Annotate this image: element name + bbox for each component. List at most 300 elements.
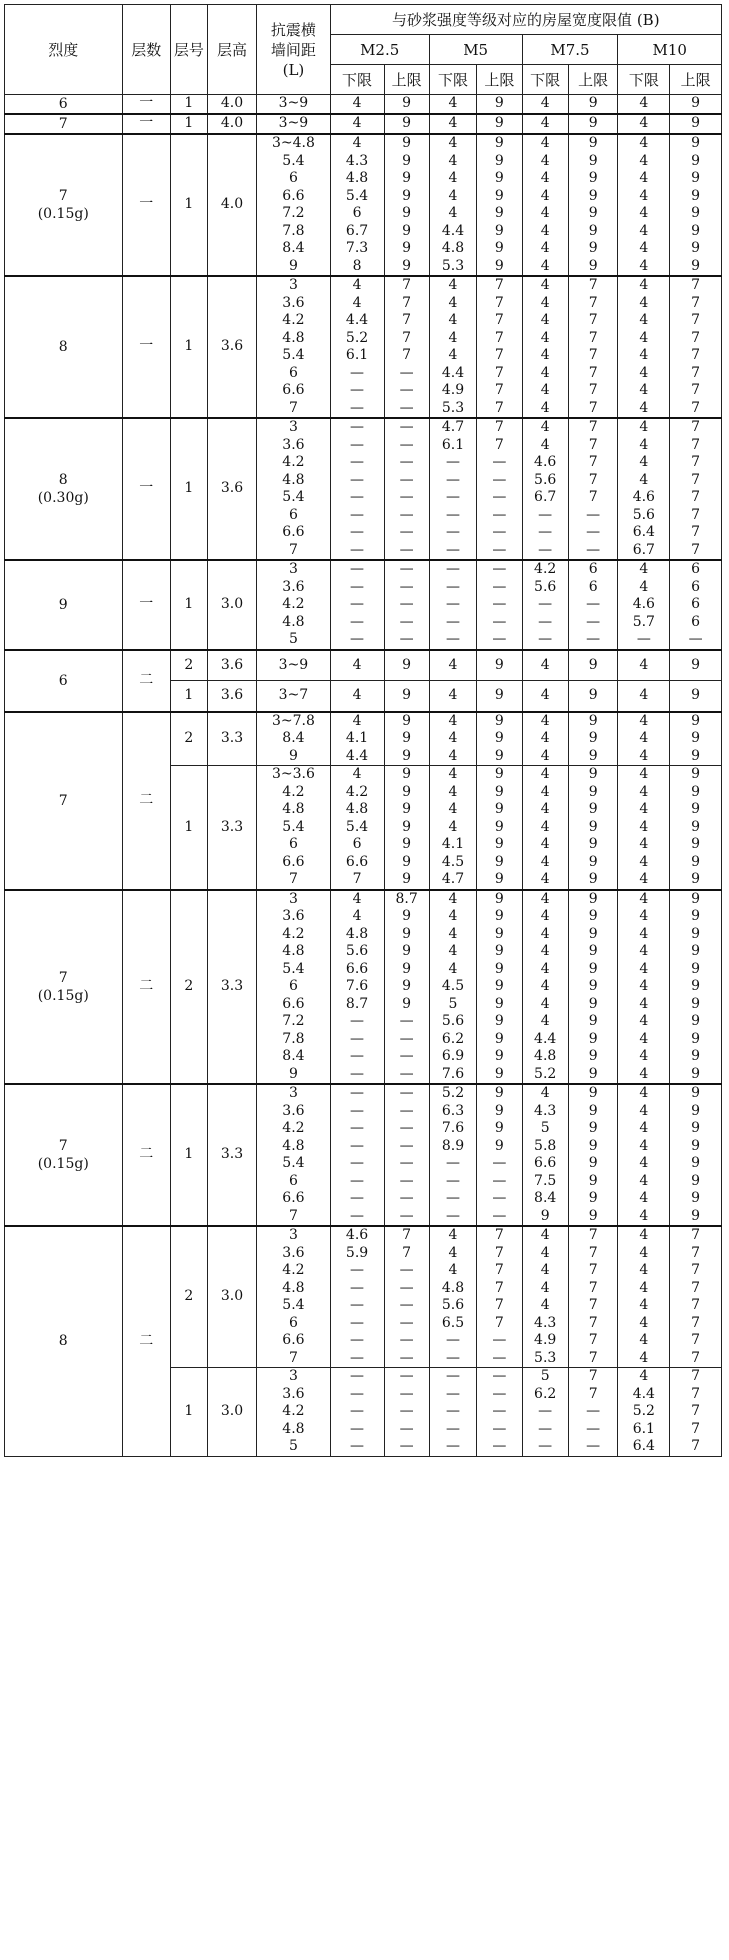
table-cell-value: 9 — [588, 766, 598, 782]
table-cell-value: 9 — [691, 115, 701, 132]
table-cell-value: — — [492, 471, 507, 488]
m2-5-upper-cell — [384, 712, 429, 766]
table-cell-value: 9 — [402, 115, 412, 132]
table-cell-value: 4 — [639, 312, 649, 328]
table-cell-value: — — [492, 1349, 507, 1366]
table-cell-value: 4 — [639, 1227, 649, 1243]
table-cell-value: 4 — [352, 95, 362, 112]
table-cell-value: — — [350, 1085, 365, 1101]
table-cell-value: 8.4 — [282, 1048, 305, 1064]
table-cell-value: 9 — [402, 960, 412, 977]
table-cell-value: 7 — [402, 294, 412, 311]
m5-lower-cell — [429, 1226, 476, 1368]
table-cell-value: 6 — [588, 561, 598, 577]
height-cell: 3.6 — [207, 418, 257, 560]
m2-5-lower-cell — [330, 114, 384, 134]
table-cell-value: — — [399, 1120, 414, 1136]
m2-5-lower-cell — [330, 766, 384, 890]
table-cell-value: 9 — [494, 890, 504, 907]
table-cell-value: 7.8 — [282, 1030, 305, 1047]
header-lower: 下限 — [618, 65, 670, 95]
table-cell-value: — — [492, 1207, 507, 1224]
m5-upper-cell — [477, 766, 522, 890]
table-header — [5, 5, 722, 95]
table-cell-value: 9 — [494, 1137, 504, 1154]
floor-cell: 1 — [171, 418, 208, 560]
table-cell-value: 9 — [691, 712, 701, 729]
table-cell-value: — — [350, 1207, 365, 1224]
table-cell-value: — — [446, 1207, 460, 1224]
table-cell-value: 4 — [540, 399, 550, 416]
table-cell-value: 9 — [402, 687, 412, 703]
m2-5-upper-cell — [384, 1368, 429, 1457]
table-cell-value: 4 — [540, 222, 550, 239]
table-cell-value: 9 — [494, 95, 504, 112]
storeys-cell: 二 — [122, 712, 171, 890]
table-cell-value: 4.5 — [441, 853, 465, 870]
table-cell-value: 7 — [691, 524, 701, 540]
table-cell-value: 4 — [540, 783, 550, 800]
table-cell-value: 9 — [588, 818, 598, 835]
m2-5-upper-cell — [384, 418, 429, 560]
table-cell-value: 3 — [288, 1085, 298, 1101]
table-cell-value: 9 — [494, 801, 504, 817]
table-cell-value: — — [350, 1155, 365, 1171]
table-cell-value: 4 — [540, 871, 550, 887]
height-cell: 3.6 — [207, 681, 257, 712]
table-cell-value: 4.8 — [282, 1420, 305, 1437]
table-cell-value: — — [350, 1314, 365, 1331]
table-cell-value: 4 — [639, 1030, 649, 1047]
table-cell-value: 9 — [402, 871, 412, 887]
table-cell-value: — — [538, 541, 553, 558]
table-cell-value: 7 — [494, 399, 504, 416]
table-cell-value: 9 — [402, 170, 412, 186]
table-cell-value: — — [399, 1207, 414, 1224]
m7-5-upper-cell — [568, 712, 618, 766]
table-cell-value: 9 — [494, 1102, 504, 1119]
height-cell: 4.0 — [207, 134, 257, 276]
height-cell: 3.3 — [207, 890, 257, 1085]
m10-upper-cell — [670, 890, 722, 1085]
m10-upper-cell — [670, 114, 722, 134]
table-cell-value: 5 — [288, 1438, 298, 1454]
table-cell-value: 9 — [540, 1207, 550, 1224]
table-cell-value: — — [492, 1385, 507, 1402]
intensity-cell — [5, 114, 123, 134]
table-cell-value: 4 — [540, 978, 550, 994]
m5-lower-cell — [429, 890, 476, 1085]
table-cell-value: 9 — [494, 687, 504, 703]
table-cell-value: 7 — [494, 1244, 504, 1261]
table-cell-value: 7 — [588, 312, 598, 328]
wall-spacing-cell — [257, 134, 330, 276]
table-cell-value: 5.6 — [534, 471, 557, 488]
m5-lower-cell — [429, 650, 476, 681]
table-cell-value: 7 — [588, 347, 598, 363]
table-cell-value: 4 — [540, 170, 550, 186]
table-cell-value: — — [350, 1190, 365, 1206]
table-row — [5, 1226, 722, 1368]
m10-upper-cell — [670, 276, 722, 418]
table-cell-value: 7 — [691, 1438, 701, 1454]
table-cell-value: 7 — [494, 277, 504, 293]
table-cell-value: — — [399, 631, 414, 647]
table-cell-value: 4 — [639, 1262, 649, 1278]
table-cell-value: 4 — [639, 294, 649, 311]
table-cell-value: — — [350, 1368, 365, 1384]
table-cell-value: 5.4 — [282, 818, 305, 835]
table-cell-value: — — [399, 364, 414, 381]
table-cell-value: — — [492, 1172, 507, 1189]
table-cell-value: 5 — [448, 995, 458, 1012]
m5-lower-cell — [429, 681, 476, 712]
table-cell-value: 8.4 — [534, 1190, 557, 1206]
table-cell-value: 4 — [448, 1262, 458, 1278]
table-cell-value: 4 — [448, 1227, 458, 1243]
m10-lower-cell — [618, 1084, 670, 1226]
table-cell-value: — — [350, 613, 365, 630]
table-cell-value: — — [350, 454, 365, 470]
table-cell-value: 9 — [402, 222, 412, 239]
table-cell-value: — — [446, 1403, 460, 1419]
floor-cell: 2 — [171, 890, 208, 1085]
table-cell-value: 4 — [448, 205, 458, 221]
table-cell-value: 9 — [588, 995, 598, 1012]
table-cell-value: 4 — [639, 853, 649, 870]
table-cell-value: — — [399, 1030, 414, 1047]
table-cell-value: 9 — [691, 1013, 701, 1029]
wall-spacing-cell — [257, 95, 330, 115]
table-cell-value: 9 — [588, 747, 598, 764]
table-cell-value: — — [399, 1137, 414, 1154]
table-cell-value: 6 — [288, 836, 298, 852]
table-cell-value: 7 — [691, 1297, 701, 1313]
table-cell-value: 4.6 — [632, 489, 655, 505]
intensity-cell — [5, 95, 123, 115]
table-cell-value: 9 — [588, 801, 598, 817]
m5-lower-cell — [429, 560, 476, 650]
table-cell-value: 9 — [588, 853, 598, 870]
m2-5-upper-cell — [384, 114, 429, 134]
table-cell-value: 4 — [639, 419, 649, 435]
table-cell-value: 7 — [494, 1227, 504, 1243]
table-cell-value: — — [586, 541, 601, 558]
table-cell-value: 7.5 — [534, 1172, 557, 1189]
m5-upper-cell — [477, 114, 522, 134]
table-cell-value: 4 — [639, 712, 649, 729]
table-cell-value: 9 — [588, 115, 598, 132]
table-cell-value: 7 — [588, 454, 598, 470]
table-cell-value: — — [350, 382, 365, 398]
table-cell-value: 7 — [494, 382, 504, 398]
table-cell-value: 4 — [639, 399, 649, 416]
table-cell-value: 7.3 — [345, 240, 369, 256]
table-cell-value: — — [350, 489, 365, 505]
table-cell-value: 9 — [288, 1065, 298, 1082]
table-cell-value: — — [399, 1385, 414, 1402]
table-cell-value: — — [492, 524, 507, 540]
table-cell-value: 7 — [588, 399, 598, 416]
m10-lower-cell — [618, 712, 670, 766]
table-cell-value: 9 — [494, 656, 504, 673]
table-cell-value: 6 — [691, 596, 701, 612]
table-cell-value: — — [446, 1368, 460, 1384]
table-cell-value: 4 — [639, 364, 649, 381]
table-cell-value: 9 — [402, 818, 412, 835]
table-cell-value: — — [350, 1438, 365, 1454]
table-cell-value: 9 — [691, 656, 701, 673]
table-cell-value: 5.4 — [345, 187, 369, 204]
table-cell-value: 7 — [691, 399, 701, 416]
table-cell-value: 6.7 — [345, 222, 369, 239]
table-cell-value: 4.8 — [282, 943, 305, 959]
table-cell-value: 7 — [691, 347, 701, 363]
table-cell-value: 9 — [691, 95, 701, 112]
table-cell-value: — — [586, 631, 601, 647]
table-cell-value: 7 — [691, 541, 701, 558]
table-cell-value: 9 — [402, 943, 412, 959]
table-cell-value: — — [446, 506, 460, 523]
table-cell-value: 5.2 — [441, 1085, 465, 1101]
table-cell-value: 4 — [448, 656, 458, 673]
table-cell-value: 9 — [494, 1120, 504, 1136]
floor-cell: 1 — [171, 681, 208, 712]
table-row — [5, 418, 722, 560]
m2-5-lower-cell — [330, 560, 384, 650]
table-cell-value: — — [399, 1332, 414, 1348]
table-cell-value: 7 — [402, 1227, 412, 1243]
table-cell-value: 7.2 — [282, 1013, 305, 1029]
table-cell-value: 6.2 — [534, 1385, 557, 1402]
storeys-cell: 二 — [122, 890, 171, 1085]
m5-upper-cell — [477, 134, 522, 276]
table-cell-value: 6.6 — [282, 1332, 305, 1348]
table-cell-value: 4.6 — [345, 1227, 369, 1243]
table-cell-value: — — [399, 1262, 414, 1278]
table-cell-value: 5.6 — [441, 1297, 465, 1313]
m5-lower-cell — [429, 276, 476, 418]
table-cell-value: 9 — [588, 1102, 598, 1119]
table-cell-value: 7 — [288, 1349, 298, 1366]
intensity-line: 8 — [58, 472, 68, 488]
table-cell-value: 9 — [691, 818, 701, 835]
table-cell-value: 4 — [639, 471, 649, 488]
m2-5-upper-cell — [384, 1226, 429, 1368]
m7-5-upper-cell — [568, 890, 618, 1085]
table-cell-value: 4 — [639, 925, 649, 942]
table-cell-value: 4 — [639, 1244, 649, 1261]
table-cell-value: 7 — [691, 382, 701, 398]
table-cell-value: 4 — [639, 277, 649, 293]
table-cell-value: 4 — [352, 294, 362, 311]
m2-5-lower-cell — [330, 95, 384, 115]
height-cell: 3.0 — [207, 1368, 257, 1457]
table-cell-value: 4.8 — [282, 613, 305, 630]
floor-cell: 1 — [171, 276, 208, 418]
table-cell-value: — — [492, 1438, 507, 1454]
table-cell-value: — — [350, 1137, 365, 1154]
table-cell-value: 9 — [402, 95, 412, 112]
table-cell-value: 9 — [402, 783, 412, 800]
wall-spacing-cell — [257, 114, 330, 134]
table-cell-value: — — [350, 1403, 365, 1419]
table-cell-value: 5.4 — [282, 960, 305, 977]
table-cell-value: 7 — [691, 1349, 701, 1366]
table-cell-value: 6.3 — [441, 1102, 465, 1119]
table-cell-value: 9 — [494, 747, 504, 764]
table-cell-value: 6.5 — [441, 1314, 465, 1331]
table-cell-value: — — [350, 399, 365, 416]
table-cell-value: 5.8 — [534, 1137, 557, 1154]
table-cell-value: 3 — [288, 419, 298, 435]
table-cell-value: 4 — [540, 836, 550, 852]
table-cell-value: — — [350, 1120, 365, 1136]
m2-5-upper-cell — [384, 95, 429, 115]
table-cell-value: 9 — [691, 943, 701, 959]
table-cell-value: — — [492, 1190, 507, 1206]
table-cell-value: — — [446, 1172, 460, 1189]
table-cell-value: 4 — [540, 1244, 550, 1261]
table-cell-value: 9 — [494, 925, 504, 942]
table-cell-value: — — [399, 1349, 414, 1366]
table-cell-value: 6.7 — [534, 489, 557, 505]
table-cell-value: 9 — [494, 978, 504, 994]
table-cell-value: 9 — [691, 1085, 701, 1101]
table-cell-value: 9 — [494, 783, 504, 800]
intensity-line: 9 — [58, 596, 68, 613]
table-cell-value: 6 — [588, 578, 598, 595]
m2-5-upper-cell — [384, 766, 429, 890]
table-cell-value: 4 — [448, 766, 458, 782]
table-cell-value: — — [586, 613, 601, 630]
height-cell: 3.6 — [207, 650, 257, 681]
table-cell-value: 4.2 — [282, 1403, 305, 1419]
m10-lower-cell — [618, 134, 670, 276]
table-cell-value: 7 — [691, 1227, 701, 1243]
table-cell-value: 8 — [352, 257, 362, 274]
table-cell-value: 9 — [691, 687, 701, 703]
table-cell-value: 6.6 — [345, 853, 369, 870]
table-cell-value: 9 — [402, 853, 412, 870]
table-cell-value: 3 — [288, 890, 298, 907]
table-cell-value: 7 — [691, 471, 701, 488]
intensity-line: 6 — [58, 672, 68, 689]
table-cell-value: 5.6 — [632, 506, 655, 523]
table-cell-value: 6.4 — [632, 524, 655, 540]
table-cell-value: — — [350, 436, 365, 453]
table-cell-value: 4.8 — [441, 1279, 465, 1296]
table-cell-value: 9 — [588, 1065, 598, 1082]
table-cell-value: 4.8 — [345, 170, 369, 186]
height-cell: 4.0 — [207, 95, 257, 115]
table-cell-value: 7 — [691, 1279, 701, 1296]
m10-lower-cell — [618, 890, 670, 1085]
table-cell-value: 4 — [639, 152, 649, 169]
m10-lower-cell — [618, 1368, 670, 1457]
table-cell-value: 8.7 — [345, 995, 369, 1012]
table-cell-value: 4.6 — [534, 454, 557, 470]
table-cell-value: 7 — [691, 364, 701, 381]
intensity-cell — [5, 276, 123, 418]
table-cell-value: 7 — [691, 1332, 701, 1348]
m7-5-upper-cell — [568, 766, 618, 890]
table-cell-value: 7 — [691, 1314, 701, 1331]
wall-spacing-cell — [257, 1226, 330, 1368]
table-cell-value: 7 — [588, 1244, 598, 1261]
m2-5-lower-cell — [330, 1084, 384, 1226]
table-cell-value: 7 — [402, 347, 412, 363]
table-cell-value: 7 — [691, 506, 701, 523]
table-cell-value: 3~9 — [278, 656, 309, 673]
table-cell-value: 9 — [691, 240, 701, 256]
table-cell-value: — — [538, 596, 553, 612]
storeys-cell: 一 — [122, 114, 171, 134]
table-cell-value: — — [399, 1279, 414, 1296]
storeys-cell: 一 — [122, 276, 171, 418]
table-cell-value: 9 — [588, 257, 598, 274]
floor-cell: 2 — [171, 1226, 208, 1368]
table-cell-value: 9 — [494, 152, 504, 169]
table-cell-value: — — [399, 561, 414, 577]
table-cell-value: 7 — [588, 1279, 598, 1296]
table-cell-value: — — [350, 1030, 365, 1047]
table-cell-value: — — [538, 1420, 553, 1437]
table-cell-value: 5.4 — [282, 152, 305, 169]
m5-lower-cell — [429, 712, 476, 766]
table-cell-value: 4 — [540, 152, 550, 169]
table-cell-value: 9 — [691, 1102, 701, 1119]
table-cell-value: — — [399, 578, 414, 595]
table-cell-value: 4 — [639, 561, 649, 577]
table-cell-value: 9 — [691, 170, 701, 186]
table-cell-value: 9 — [588, 1155, 598, 1171]
m2-5-upper-cell — [384, 276, 429, 418]
table-cell-value: 9 — [494, 170, 504, 186]
m7-5-lower-cell — [522, 890, 568, 1085]
table-cell-value: — — [350, 1420, 365, 1437]
wall-spacing-cell — [257, 890, 330, 1085]
table-cell-value: 4 — [540, 257, 550, 274]
table-cell-value: 4 — [639, 1120, 649, 1136]
m10-lower-cell — [618, 1226, 670, 1368]
header-width-limit-group: 与砂浆强度等级对应的房屋宽度限值 (B) — [330, 5, 721, 35]
storeys-cell: 二 — [122, 1226, 171, 1456]
table-cell-value: 9 — [288, 257, 298, 274]
table-cell-value: 7.6 — [345, 978, 369, 994]
table-cell-value: — — [399, 489, 414, 505]
table-cell-value: 5 — [540, 1368, 550, 1384]
table-cell-value: 7.6 — [441, 1065, 465, 1082]
table-cell-value: 4 — [540, 1297, 550, 1313]
table-cell-value: 4 — [540, 995, 550, 1012]
m5-upper-cell — [477, 890, 522, 1085]
table-cell-value: 7 — [691, 294, 701, 311]
table-cell-value: 4.2 — [282, 454, 305, 470]
m5-lower-cell — [429, 1084, 476, 1226]
table-cell-value: 4 — [639, 1172, 649, 1189]
table-cell-value: — — [446, 1420, 460, 1437]
table-cell-value: 4 — [540, 943, 550, 959]
table-cell-value: 9 — [494, 871, 504, 887]
table-cell-value: 4 — [639, 818, 649, 835]
table-cell-value: 5.4 — [282, 1155, 305, 1171]
table-cell-value: — — [399, 613, 414, 630]
table-cell-value: 7 — [288, 399, 298, 416]
table-cell-value: 5.7 — [632, 613, 655, 630]
table-cell-value: 7 — [494, 1279, 504, 1296]
table-cell-value: — — [399, 1314, 414, 1331]
